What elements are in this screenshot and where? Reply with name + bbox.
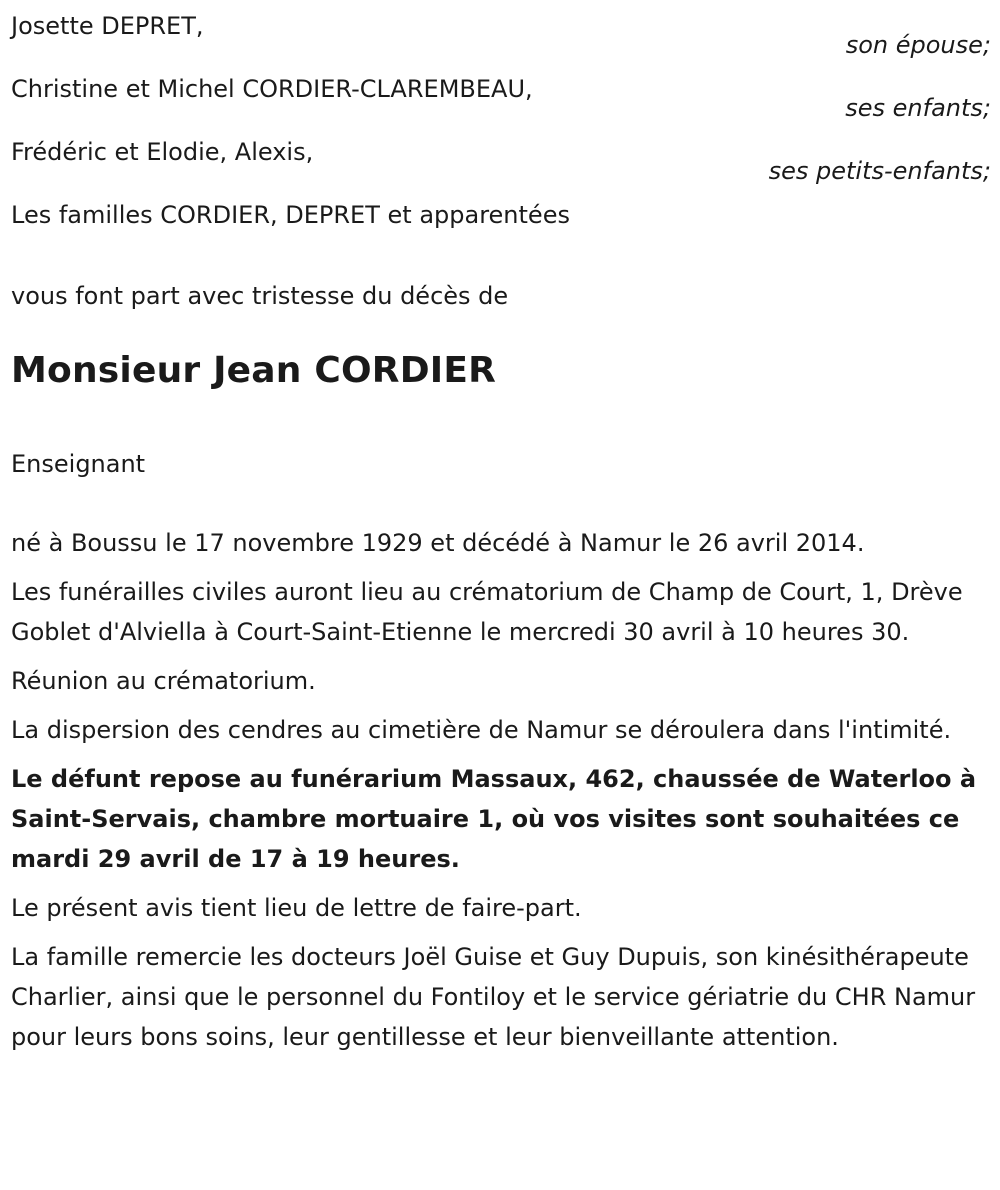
family-member-grandchildren — [11, 132, 991, 204]
notice-body — [11, 523, 991, 1066]
deceased-name: Monsieur Jean CORDIER — [11, 350, 497, 391]
family-member-families — [11, 195, 991, 235]
family-relation: son épouse; — [845, 31, 991, 59]
family-relation: ses petits-enfants; — [768, 157, 991, 185]
profession: Enseignant — [11, 450, 146, 478]
family-member-spouse — [11, 6, 991, 78]
family-member-name: Frédéric et Elodie, Alexis, — [11, 138, 314, 166]
family-relation: ses enfants; — [845, 94, 991, 122]
family-member-name: Les familles CORDIER, DEPRET et apparentées — [11, 201, 570, 229]
reunion-paragraph: Réunion au crématorium. — [11, 667, 316, 695]
notice-paragraph: Le présent avis tient lieu de lettre de faire-part. — [11, 894, 582, 922]
dates-paragraph: né à Boussu le 17 novembre 1929 et décédé à Namur le 26 avril 2014. — [11, 529, 865, 557]
funeral-paragraph: Les funérailles civiles auront lieu au crématorium de Champ de Court, 1, Drève Goblet d'Alviella à Court-Saint-Etienne le mercredi 30 avril à 10 heures 30. — [11, 578, 963, 646]
family-member-children — [11, 69, 991, 141]
family-member-name: Christine et Michel CORDIER-CLAREMBEAU, — [11, 75, 533, 103]
visitation-paragraph: Le défunt repose au funérarium Massaux, 462, chaussée de Waterloo à Saint-Servais, chambre mortuaire 1, où vos visites sont souhaitées ce mardi 29 avril de 17 à 19 heures. — [11, 765, 977, 873]
ashes-paragraph: La dispersion des cendres au cimetière de Namur se déroulera dans l'intimité. — [11, 716, 952, 744]
family-member-name: Josette DEPRET, — [11, 12, 204, 40]
thanks-paragraph: La famille remercie les docteurs Joël Guise et Guy Dupuis, son kinésithérapeute Charlier, ainsi que le personnel du Fontiloy et le service gériatrie du CHR Namur pour leurs bons soins, leur gentillesse et leur bienveillante attention. — [11, 943, 976, 1051]
intro-text: vous font part avec tristesse du décès de — [11, 282, 509, 310]
